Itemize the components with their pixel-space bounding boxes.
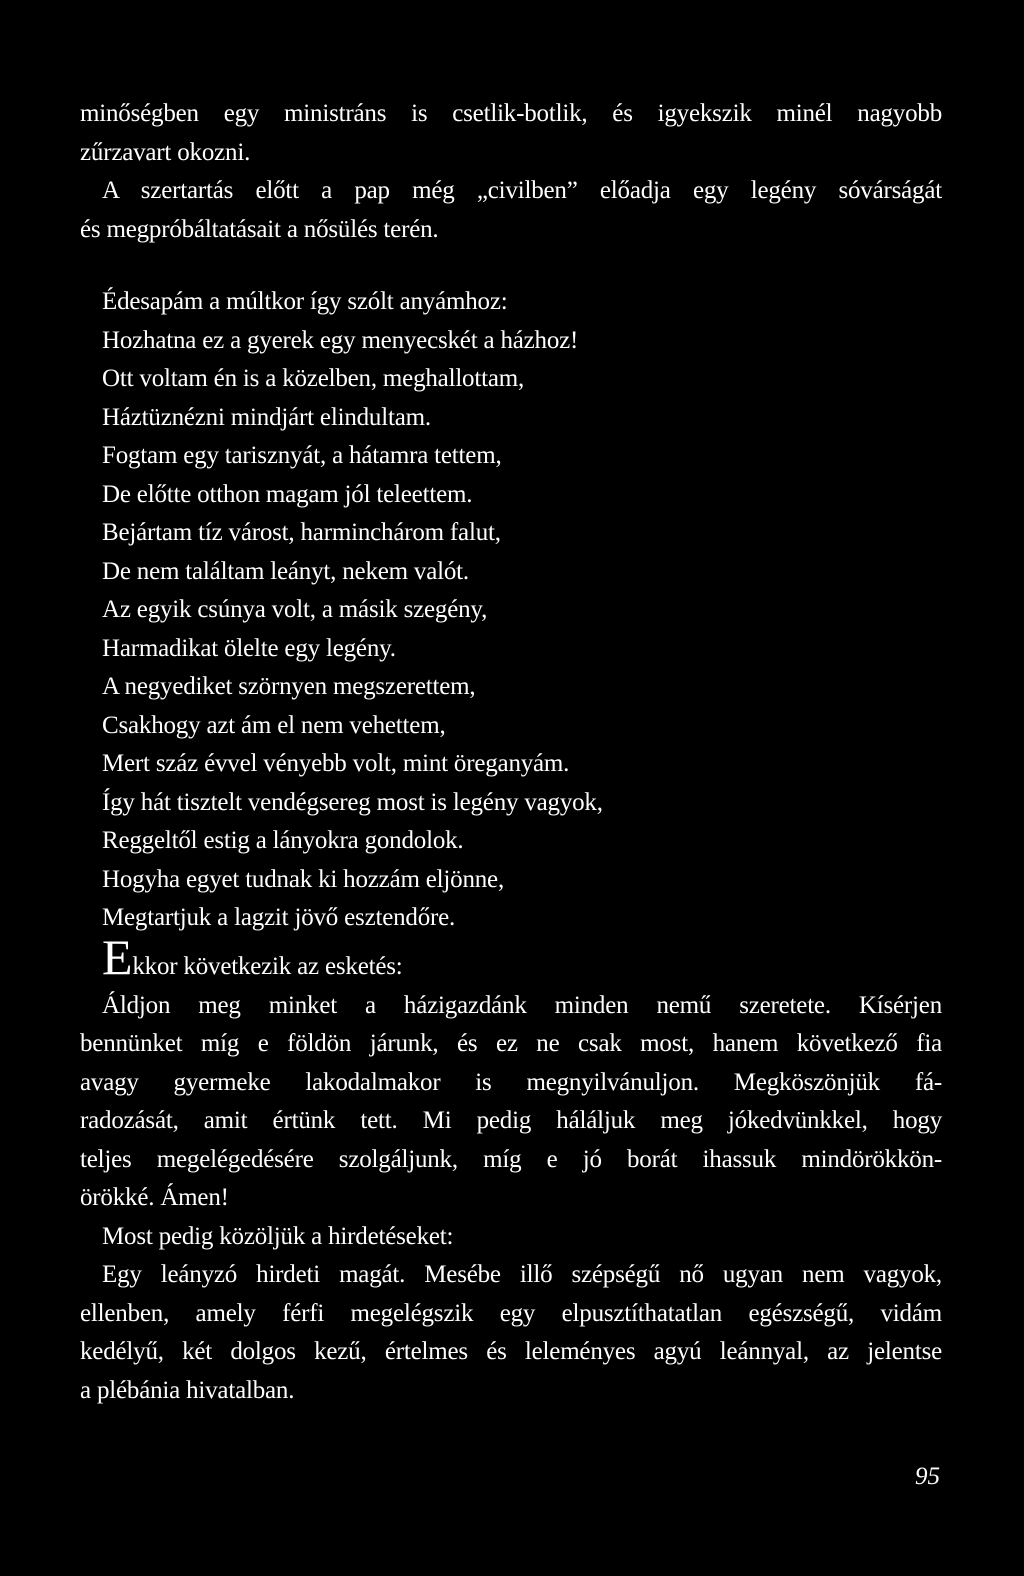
text-line: radozását, amit értünk tett. Mi pedig háláljuk meg jókedvünkkel, hogy xyxy=(80,1107,942,1134)
verse-line: Fogtam egy tarisznyát, a hátamra tettem, xyxy=(102,442,502,469)
text-line: kedélyű, két dolgos kezű, értelmes és leleményes agyú leánnyal, az jelentse xyxy=(80,1338,942,1365)
verse-line: Bejártam tíz várost, harminchárom falut, xyxy=(102,519,501,546)
section-opening-text: kkor következik az esketés: xyxy=(132,953,403,980)
verse-line: Édesapám a múltkor így szólt anyámhoz: xyxy=(102,288,508,315)
verse-line: Csakhogy azt ám el nem vehettem, xyxy=(102,711,446,739)
text-line: minőségben egy ministráns is csetlik-botlik, és igyekszik minél nagyobb xyxy=(80,100,942,127)
text-line: a plébánia hivatalban. xyxy=(80,1376,295,1404)
verse-line: Megtartjuk a lagzit jövő esztendőre. xyxy=(102,904,456,931)
text-line: zűrzavart okozni. xyxy=(80,138,251,166)
text-line: Egy leányzó hirdeti magát. Mesébe illő szépségű nő ugyan nem vagyok, xyxy=(102,1261,942,1288)
drop-cap: E xyxy=(102,929,133,985)
verse-line: De nem találtam leányt, nekem valót. xyxy=(102,557,469,585)
verse-line: Hogyha egyet tudnak ki hozzám eljönne, xyxy=(102,865,504,893)
text-line: ellenben, amely férfi megelégszik egy elpusztíthatatlan egészségű, vidám xyxy=(80,1299,942,1327)
verse-line: Háztüznézni mindjárt elindultam. xyxy=(102,403,431,431)
verse-line: A negyediket szörnyen megszerettem, xyxy=(102,673,476,700)
section-opening xyxy=(80,929,942,987)
verse-line: Mert száz évvel vényebb volt, mint öreganyám. xyxy=(102,750,570,777)
page-number: 95 xyxy=(915,1463,940,1490)
verse-line: Így hát tisztelt vendégsereg most is legény vagyok, xyxy=(102,788,603,816)
text-line: A szertartás előtt a pap még „civilben” előadja egy legény sóvárságát xyxy=(102,177,942,204)
verse-line: Hozhatna ez a gyerek egy menyecskét a házhoz! xyxy=(102,326,579,354)
verse-line: Reggeltől estig a lányokra gondolok. xyxy=(102,827,464,854)
text-line: Áldjon meg minket a házigazdánk minden nemű szeretete. Kísérjen xyxy=(102,991,942,1019)
verse-line: Harmadikat ölelte egy legény. xyxy=(102,634,396,662)
verse-line: Az egyik csúnya volt, a másik szegény, xyxy=(102,596,488,623)
text-line: avagy gyermeke lakodalmakor is megnyilvánuljon. Megköszönjük fá- xyxy=(80,1068,942,1096)
verse-line: Ott voltam én is a közelben, meghallottam, xyxy=(102,365,525,392)
text-line: Most pedig közöljük a hirdetéseket: xyxy=(102,1222,454,1250)
verse xyxy=(102,283,964,938)
text-line: teljes megelégedésére szolgáljunk, míg e jó borát ihassuk mindörökkön- xyxy=(80,1145,942,1173)
text-line: örökké. Ámen! xyxy=(80,1184,229,1211)
text-line: bennünket míg e földön járunk, és ez ne csak most, hanem következő fia xyxy=(80,1030,942,1057)
text-line: és megpróbáltatásait a nősülés terén. xyxy=(80,215,439,243)
prose-bottom xyxy=(80,929,942,1410)
prose-top xyxy=(80,95,942,249)
verse-line: De előtte otthon magam jól teleettem. xyxy=(102,480,473,508)
